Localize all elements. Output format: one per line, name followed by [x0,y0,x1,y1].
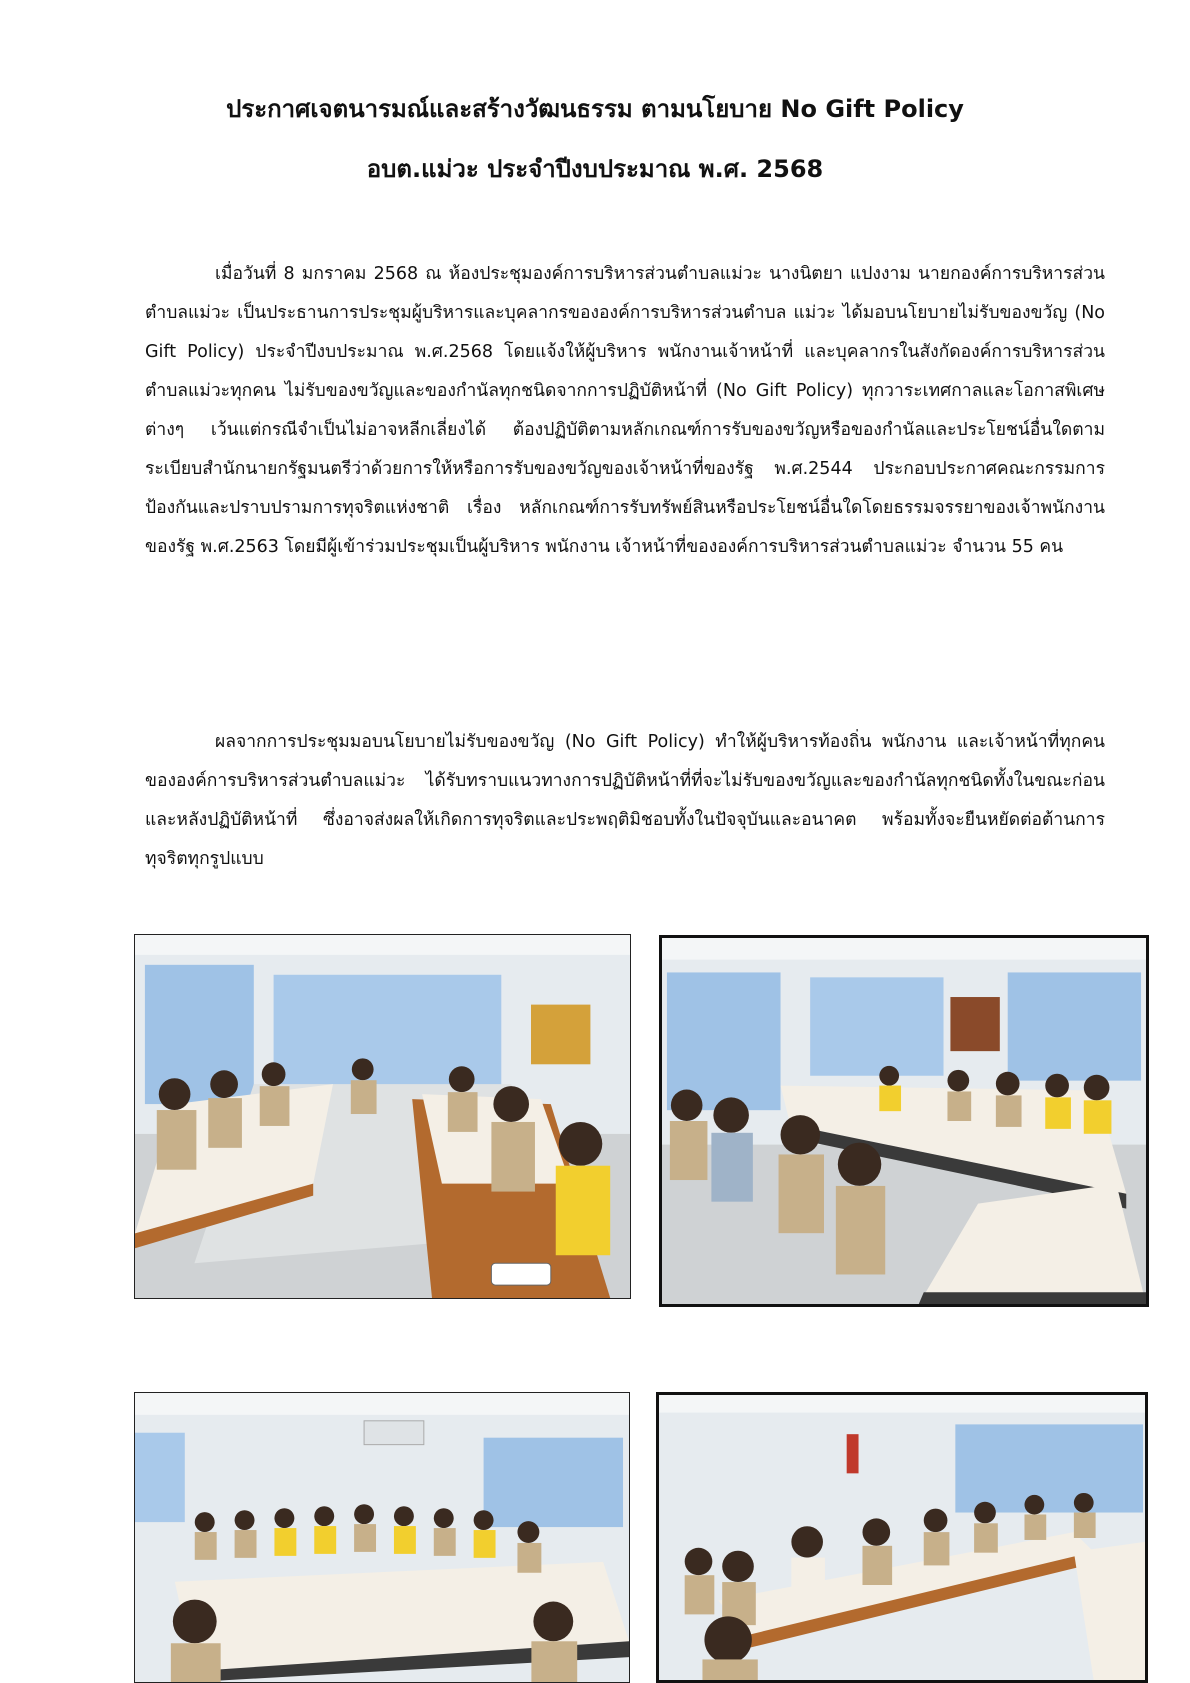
meeting-photo-4 [656,1392,1148,1683]
document-title-line1: ประกาศเจตนารมณ์และสร้างวัฒนธรรม ตามนโยบาย No Gift Policy [226,95,964,123]
paragraph-results [145,723,1105,879]
paragraph-meeting-details [145,255,1105,567]
meeting-photo-2-scene [662,938,1146,1304]
meeting-photo-4-scene [659,1395,1145,1680]
meeting-photo-3 [134,1392,630,1683]
paragraph-2-text: ผลจากการประชุมมอบนโยบายไม่รับของขวัญ (No Gift Policy) ทำให้ผู้บริหารท้องถิ่น พนักงาน และเจ้าหน้าที่ทุกคน ขององค์การบริหารส่วนตำบลแม่วะ ได้รับทราบแนวทางการปฏิบัติหน้าที่ที่จะไม่รับของขวัญและของกำนัลทุกชนิดทั้งในขณะก่อนและหลังปฏิบัติหน้าที่ ซึ่งอาจส่งผลให้เกิดการทุจริตและประพฤติมิชอบทั้งในปัจจุบันและอนาคต พร้อมทั้งจะยืนหยัดต่อต้านการทุจริตทุกรูปแบบ [145,732,1105,869]
paragraph-1-text: เมื่อวันที่ 8 มกราคม 2568 ณ ห้องประชุมองค์การบริหารส่วนตำบลแม่วะ นางนิตยา แปงงาม นายกองค์การบริหารส่วนตำบลแม่วะ เป็นประธานการประชุมผู้บริหารและบุคลากรขององค์การบริหารส่วนตำบล แม่วะ ได้มอบนโยบายไม่รับของขวัญ (No Gift Policy) ประจำปีงบประมาณ พ.ศ.2568 โดยแจ้งให้ผู้บริหาร พนักงานเจ้าหน้าที่ และบุคลากรในสังกัดองค์การบริหารส่วนตำบลแม่วะทุกคน ไม่รับของขวัญและของกำนัลทุกชนิดจากการปฏิบัติหน้าที่ (No Gift Policy) ทุกวาระเทศกาลและโอกาสพิเศษต่างๆ เว้นแต่กรณีจำเป็นไม่อาจหลีกเลี่ยงได้ ต้องปฏิบัติตามหลักเกณฑ์การรับของขวัญหรือของกำนัลและประโยชน์อื่นใดตามระเบียบสำนักนายกรัฐมนตรีว่าด้วยการให้หรือการรับของขวัญของเจ้าหน้าที่ของรัฐ พ.ศ.2544 ประกอบประกาศคณะกรรมการป้องกันและปราบปรามการทุจริตแห่งชาติ เรื่อง หลักเกณฑ์การรับทรัพย์สินหรือประโยชน์อื่นใดโดยธรรมจรรยาของเจ้าพนักงานของรัฐ พ.ศ.2563 โดยมีผู้เข้าร่วมประชุมเป็นผู้บริหาร พนักงาน เจ้าหน้าที่ขององค์การบริหารส่วนตำบลแม่วะ จำนวน 55 คน [145,264,1105,557]
document-title-line2: อบต.แม่วะ ประจำปีงบประมาณ พ.ศ. 2568 [366,155,824,183]
meeting-photo-1 [134,934,631,1299]
meeting-photo-1-scene [135,935,630,1298]
meeting-photo-3-scene [135,1393,629,1682]
meeting-photo-2 [659,935,1149,1307]
